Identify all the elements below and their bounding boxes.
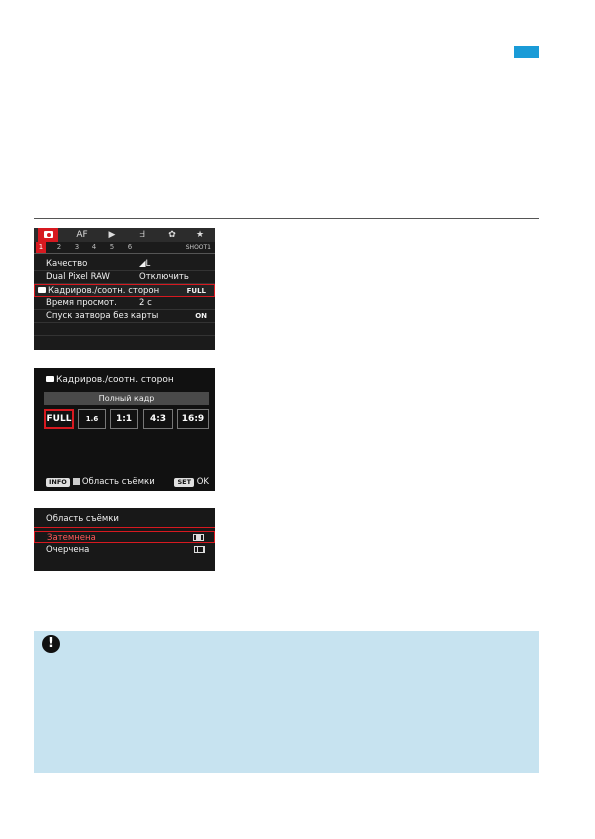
outlined-frame-icon [194, 546, 205, 553]
frame-icon [73, 478, 80, 485]
tab-custom[interactable] [162, 228, 182, 242]
menu-row-review-time[interactable]: Время просмот. 2 с [34, 297, 215, 310]
menu-row-release-without-card[interactable]: Спуск затвора без карты ON [34, 310, 215, 323]
caution-box [34, 631, 539, 773]
tab-mymenu[interactable] [190, 228, 210, 242]
menu-page-id: SHOOT1 [185, 244, 211, 251]
custom-function-icon: ✿ [168, 230, 176, 240]
page-tab-1[interactable]: 1 [36, 242, 46, 253]
set-button-label: SET [174, 478, 194, 487]
page-tab-5[interactable]: 5 [109, 243, 115, 251]
aspect-ratio-screen [34, 368, 215, 491]
area-option-outlined[interactable]: Очерчена [34, 544, 215, 556]
camera-icon [46, 376, 54, 382]
tab-playback[interactable] [102, 228, 122, 242]
menu-row-quality[interactable]: Качество ◢L [34, 258, 215, 271]
camera-icon [38, 287, 46, 293]
aspect-screen-title: Кадриров./соотн. сторон [46, 375, 174, 385]
page-tab-4[interactable]: 4 [91, 243, 97, 251]
title-divider [34, 527, 215, 528]
tab-af[interactable]: AF [76, 230, 88, 240]
menu-row-crop-aspect[interactable]: Кадриров./соотн. сторон FULL [34, 284, 215, 297]
menu-row-dual-pixel-raw[interactable]: Dual Pixel RAW Отключить [34, 271, 215, 284]
set-ok-hint[interactable]: SET OK [174, 473, 209, 491]
star-icon: ★ [195, 230, 205, 240]
aspect-option-1-1[interactable]: 1:1 [110, 409, 138, 429]
menu-page-row [34, 242, 215, 254]
current-setting-label: Полный кадр [44, 392, 209, 405]
camera-icon [44, 231, 53, 238]
section-tab-marker [514, 46, 539, 58]
caution-icon: ! [42, 635, 60, 653]
menu-row-empty [34, 336, 215, 349]
page-tab-2[interactable]: 2 [56, 243, 62, 251]
area-screen-title: Область съёмки [46, 514, 119, 524]
aspect-screen-footer [34, 473, 215, 491]
tab-shooting[interactable] [38, 228, 58, 242]
masked-frame-icon [193, 534, 204, 541]
aspect-option-4-3[interactable]: 4:3 [143, 409, 173, 429]
section-divider [34, 218, 539, 219]
info-button-label: INFO [46, 478, 70, 487]
aspect-option-16-9[interactable]: 16:9 [177, 409, 209, 429]
menu-row-empty [34, 323, 215, 336]
shooting-area-screen [34, 508, 215, 571]
page-tab-3[interactable]: 3 [74, 243, 80, 251]
page-tab-6[interactable]: 6 [127, 243, 133, 251]
playback-icon: ▶ [108, 230, 116, 240]
menu-tab-bar [34, 228, 215, 242]
menu-screen [34, 228, 215, 350]
wrench-icon: ᖵ [139, 230, 145, 240]
area-option-masked[interactable]: Затемнена [34, 531, 215, 543]
aspect-option-full[interactable]: FULL [44, 409, 74, 429]
aspect-option-crop[interactable]: 1.6 [78, 409, 106, 429]
info-area-hint[interactable]: INFO Область съёмки [46, 473, 155, 491]
tab-setup[interactable] [132, 228, 152, 242]
